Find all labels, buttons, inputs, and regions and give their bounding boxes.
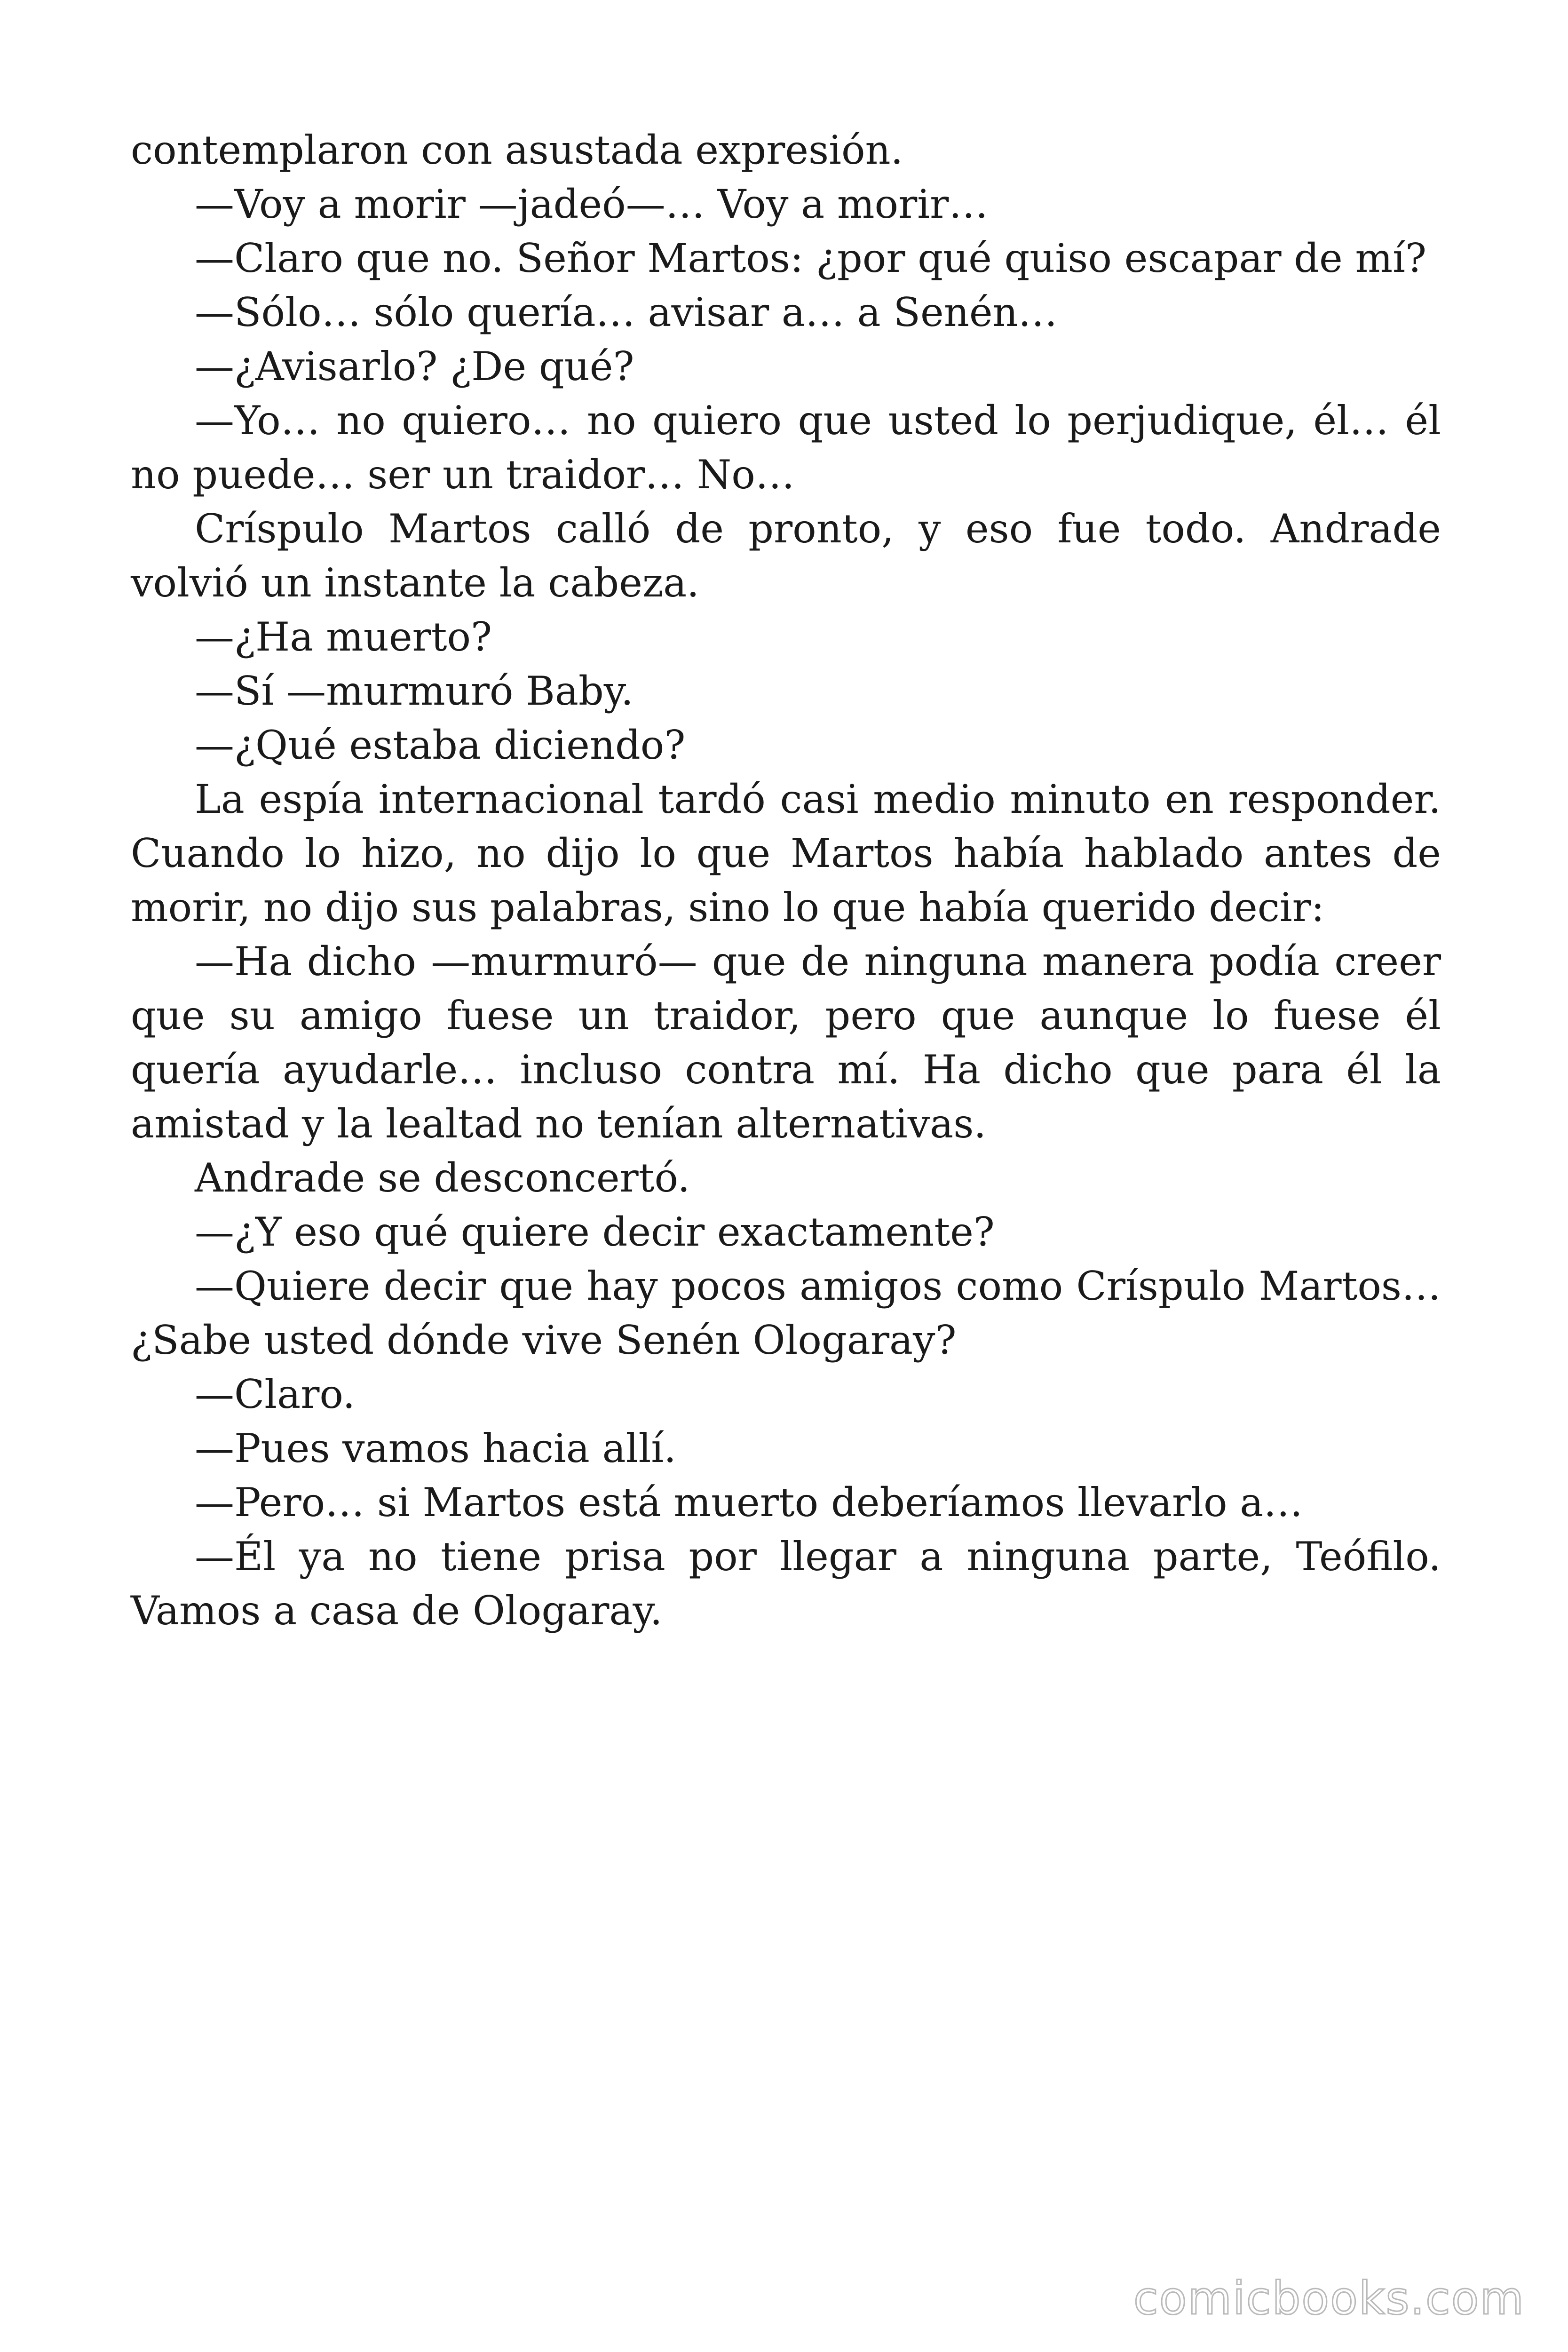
paragraph: —Claro que no. Señor Martos: ¿por qué quiso escapar de mí?	[195, 235, 1427, 281]
paragraph: —Sólo… sólo quería… avisar a… a Senén…	[195, 289, 1058, 335]
paragraph: —Yo… no quiero… no quiero que usted lo perjudique, él… él no puede… ser un traidor… No…	[131, 397, 1441, 498]
paragraph: —Quiere decir que hay pocos amigos como Críspulo Martos… ¿Sabe usted dónde vive Senén Ologaray?	[131, 1263, 1441, 1363]
paragraph: —¿Avisarlo? ¿De qué?	[195, 343, 634, 389]
paragraph: contemplaron con asustada expresión.	[131, 127, 903, 173]
paragraph: —Pues vamos hacia allí.	[195, 1425, 676, 1471]
paragraph: Críspulo Martos calló de pronto, y eso fue todo. Andrade volvió un instante la cabeza.	[131, 506, 1441, 606]
body-text	[131, 123, 1441, 1638]
paragraph: —¿Y eso qué quiere decir exactamente?	[195, 1209, 995, 1255]
paragraph: —Claro.	[195, 1371, 356, 1417]
paragraph: —¿Ha muerto?	[195, 614, 492, 660]
paragraph: —Voy a morir —jadeó—… Voy a morir…	[195, 181, 989, 227]
watermark: comicbooks.com	[1133, 2272, 1525, 2325]
paragraph: La espía internacional tardó casi medio minuto en responder. Cuando lo hizo, no dijo lo que Martos había hablado antes de morir, no dijo sus palabras, sino lo que había querido decir:	[131, 776, 1441, 930]
paragraph: Andrade se desconcertó.	[195, 1155, 690, 1201]
paragraph: —Ha dicho —murmuró— que de ninguna manera podía creer que su amigo fuese un traidor, pero que aunque lo fuese él quería ayudarle… incluso contra mí. Ha dicho que para él la amistad y la lealtad no tenían alternativas.	[131, 938, 1441, 1147]
paragraph: —Pero… si Martos está muerto deberíamos llevarlo a…	[195, 1479, 1303, 1526]
paragraph: —Él ya no tiene prisa por llegar a ninguna parte, Teófilo. Vamos a casa de Ologaray.	[131, 1534, 1441, 1634]
paragraph: —Sí —murmuró Baby.	[195, 668, 634, 714]
paragraph: —¿Qué estaba diciendo?	[195, 722, 686, 768]
